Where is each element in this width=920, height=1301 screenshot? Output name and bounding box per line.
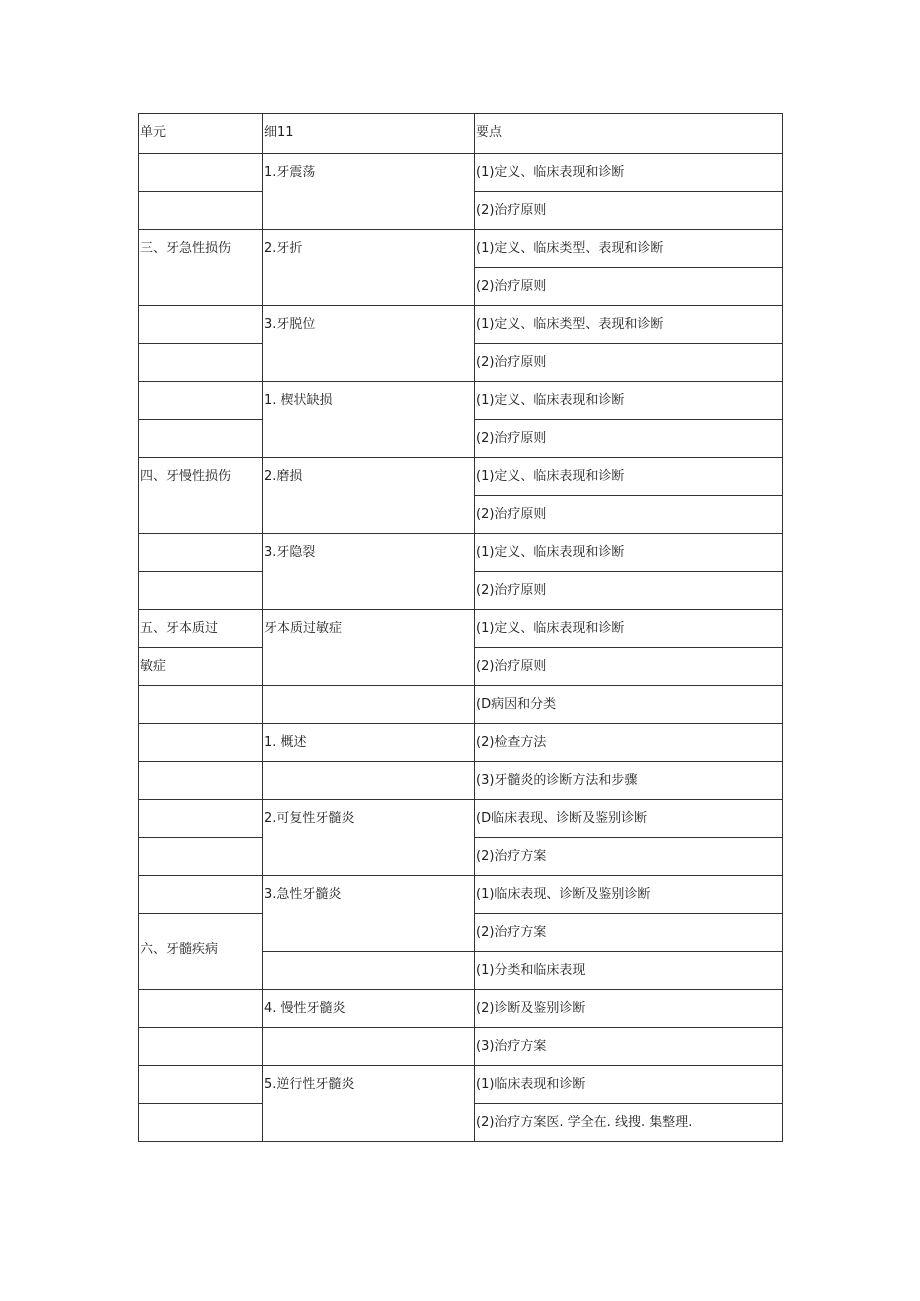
detail-cell: 2.可复性牙髓炎: [263, 800, 475, 876]
point-cell: (1)定义、临床表现和诊断: [475, 382, 783, 420]
unit-cell: [139, 192, 263, 230]
table-row: [139, 306, 783, 344]
unit-cell: [139, 762, 263, 800]
point-cell: (2)治疗原则: [475, 420, 783, 458]
unit-cell: [139, 344, 263, 382]
point-cell: (1)定义、临床表现和诊断: [475, 458, 783, 496]
point-cell: (1)分类和临床表现: [475, 952, 783, 990]
unit-cell: 六、牙髓疾病: [139, 914, 263, 990]
table-row: [139, 382, 783, 420]
header-points: 要点: [475, 114, 783, 154]
detail-cell: [263, 762, 475, 800]
point-cell: (D病因和分类: [475, 686, 783, 724]
unit-cell: [139, 838, 263, 876]
point-cell: (2)治疗原则: [475, 268, 783, 306]
point-cell: (1)定义、临床表现和诊断: [475, 534, 783, 572]
syllabus-table: [138, 113, 783, 1142]
point-cell: (D临床表现、诊断及鉴别诊断: [475, 800, 783, 838]
table-row: [139, 876, 783, 914]
unit-cell: [139, 990, 263, 1028]
point-cell: (1)临床表现、诊断及鉴别诊断: [475, 876, 783, 914]
table-row: [139, 230, 783, 268]
point-cell: (3)牙髓炎的诊断方法和步骤: [475, 762, 783, 800]
unit-cell: [139, 800, 263, 838]
table-row: [139, 762, 783, 800]
detail-cell: [263, 952, 475, 990]
detail-cell: 5.逆行性牙髓炎: [263, 1066, 475, 1142]
point-cell: (1)定义、临床类型、表现和诊断: [475, 306, 783, 344]
point-cell: (2)治疗原则: [475, 648, 783, 686]
detail-cell: 1.牙震荡: [263, 154, 475, 230]
header-detail: 细11: [263, 114, 475, 154]
detail-cell: 1. 概述: [263, 724, 475, 762]
unit-cell: [139, 420, 263, 458]
table-row: [139, 534, 783, 572]
point-cell: (1)临床表现和诊断: [475, 1066, 783, 1104]
point-cell: (2)治疗原则: [475, 572, 783, 610]
unit-cell: 四、牙慢性损伤: [139, 458, 263, 534]
detail-cell: [263, 686, 475, 724]
table-row: [139, 610, 783, 648]
point-cell: (2)治疗方案: [475, 838, 783, 876]
unit-cell: [139, 876, 263, 914]
unit-cell: [139, 724, 263, 762]
unit-cell: [139, 306, 263, 344]
point-cell: (3)治疗方案: [475, 1028, 783, 1066]
unit-cell: 五、牙本质过: [139, 610, 263, 648]
point-cell: (2)诊断及鉴别诊断: [475, 990, 783, 1028]
unit-cell: [139, 1028, 263, 1066]
header-row: [139, 114, 783, 154]
table-row: [139, 800, 783, 838]
detail-cell: 2.磨损: [263, 458, 475, 534]
point-cell: (2)检查方法: [475, 724, 783, 762]
detail-cell: [263, 1028, 475, 1066]
unit-cell: [139, 1066, 263, 1104]
detail-cell: 3.牙脱位: [263, 306, 475, 382]
table-row: [139, 458, 783, 496]
unit-cell: [139, 1104, 263, 1142]
detail-cell: 2.牙折: [263, 230, 475, 306]
detail-cell: 1. 楔状缺损: [263, 382, 475, 458]
detail-cell: 4. 慢性牙髓炎: [263, 990, 475, 1028]
table-row: [139, 1066, 783, 1104]
table-row: [139, 990, 783, 1028]
unit-cell: [139, 572, 263, 610]
unit-cell: [139, 382, 263, 420]
point-cell: (1)定义、临床表现和诊断: [475, 154, 783, 192]
point-cell: (2)治疗原则: [475, 344, 783, 382]
detail-cell: 牙本质过敏症: [263, 610, 475, 686]
unit-cell: 三、牙急性损伤: [139, 230, 263, 306]
point-cell: (2)治疗方案医. 学全在. 线搜. 集整理.: [475, 1104, 783, 1142]
table-row: [139, 1028, 783, 1066]
point-cell: (1)定义、临床表现和诊断: [475, 610, 783, 648]
point-cell: (2)治疗原则: [475, 496, 783, 534]
point-cell: (1)定义、临床类型、表现和诊断: [475, 230, 783, 268]
point-cell: (2)治疗原则: [475, 192, 783, 230]
header-unit: 单元: [139, 114, 263, 154]
unit-cell: [139, 686, 263, 724]
table-row: [139, 154, 783, 192]
unit-cell: [139, 534, 263, 572]
unit-cell: [139, 154, 263, 192]
detail-cell: 3.急性牙髓炎: [263, 876, 475, 952]
table-row: [139, 724, 783, 762]
unit-cell: 敏症: [139, 648, 263, 686]
point-cell: (2)治疗方案: [475, 914, 783, 952]
table-row: [139, 686, 783, 724]
detail-cell: 3.牙隐裂: [263, 534, 475, 610]
